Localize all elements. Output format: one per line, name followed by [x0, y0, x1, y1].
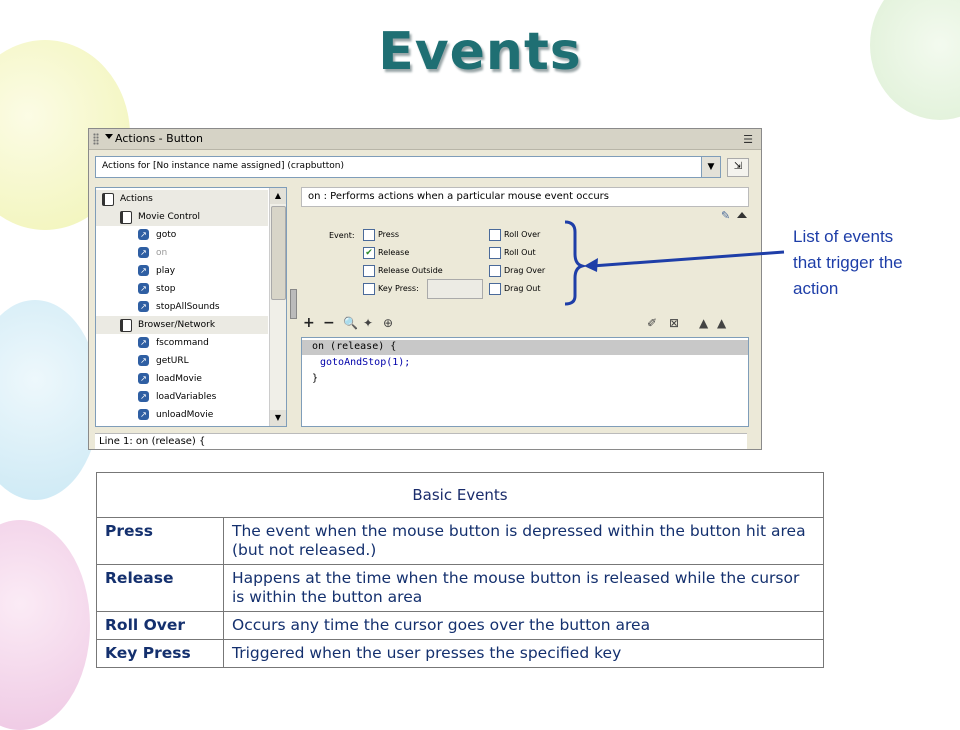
- event-checkbox-label: Key Press:: [378, 284, 419, 293]
- event-checkbox[interactable]: [489, 265, 609, 277]
- collapse-triangle-icon[interactable]: [105, 134, 113, 139]
- balloon-decoration-pink: [0, 520, 90, 730]
- toolbox-action[interactable]: [96, 370, 268, 388]
- pin-script-icon[interactable]: ⇲: [727, 158, 749, 177]
- toolbox-folder[interactable]: [96, 190, 268, 208]
- actions-panel: [88, 128, 762, 450]
- event-checkbox[interactable]: [363, 229, 483, 241]
- checkbox-icon[interactable]: [363, 229, 375, 241]
- event-description: The event when the mouse button is depressed within the button hit area (but not released.): [224, 518, 824, 565]
- action-arrow-icon: ↗: [138, 409, 149, 420]
- event-checkbox-label: Release: [378, 248, 410, 257]
- checkbox-checked-icon[interactable]: ✔: [363, 247, 375, 259]
- toolbox-action[interactable]: [96, 388, 268, 406]
- action-arrow-icon: ↗: [138, 373, 149, 384]
- toolbox-scrollbar[interactable]: [269, 188, 286, 426]
- toolbox-action[interactable]: [96, 334, 268, 352]
- toolbox-item-label: on: [156, 248, 168, 258]
- toolbox-item-label: getURL: [156, 356, 189, 366]
- toolbox-item-label: fscommand: [156, 338, 209, 348]
- action-arrow-icon: ↗: [138, 391, 149, 402]
- event-checkbox-label: Roll Over: [504, 230, 541, 239]
- target-select-value: Actions for [No instance name assigned] (crapbutton): [102, 161, 344, 171]
- grip-icon[interactable]: [93, 133, 99, 145]
- toolbox-folder[interactable]: [96, 316, 268, 334]
- code-line-2: gotoAndStop(1);: [320, 357, 411, 368]
- table-row: [97, 518, 824, 565]
- toolbox-folder[interactable]: [96, 208, 268, 226]
- actions-toolbox-list[interactable]: [95, 187, 287, 427]
- find-icon[interactable]: 🔍: [343, 316, 358, 330]
- event-checkbox[interactable]: [489, 283, 609, 295]
- toolbox-action[interactable]: [96, 244, 268, 262]
- basic-events-table: [96, 472, 824, 668]
- panel-title: Actions - Button: [115, 132, 203, 145]
- event-name: Release: [97, 565, 224, 612]
- event-description: Happens at the time when the mouse button is released while the cursor is within the button area: [224, 565, 824, 612]
- toolbox-action[interactable]: [96, 226, 268, 244]
- toolbox-item-label: play: [156, 266, 176, 276]
- event-checkbox-label: Roll Out: [504, 248, 536, 257]
- event-label: Event:: [329, 231, 355, 240]
- action-info-text: on : Performs actions when a particular mouse event occurs: [308, 191, 609, 202]
- view-options-icon[interactable]: ✎: [721, 209, 731, 222]
- book-icon: [120, 319, 132, 332]
- action-arrow-icon: ↗: [138, 265, 149, 276]
- toolbox-item-label: loadMovie: [156, 374, 202, 384]
- event-description: Triggered when the user presses the specified key: [224, 640, 824, 668]
- action-arrow-icon: ↗: [138, 301, 149, 312]
- action-arrow-icon: ↗: [138, 337, 149, 348]
- toolbox-action[interactable]: [96, 298, 268, 316]
- table-row: [97, 565, 824, 612]
- toolbox-item-label: unloadMovie: [156, 410, 214, 420]
- event-name: Roll Over: [97, 612, 224, 640]
- checkbox-icon[interactable]: [363, 283, 375, 295]
- scroll-down-icon[interactable]: ▼: [270, 410, 286, 426]
- checkbox-icon[interactable]: [489, 229, 501, 241]
- checkbox-icon[interactable]: [489, 247, 501, 259]
- toolbox-item-label: goto: [156, 230, 177, 240]
- toolbox-item-label: Actions: [120, 194, 153, 204]
- event-description: Occurs any time the cursor goes over the button area: [224, 612, 824, 640]
- script-toolbar: [301, 313, 747, 335]
- script-editor[interactable]: [301, 337, 749, 427]
- action-arrow-icon: ↗: [138, 247, 149, 258]
- toolbox-action[interactable]: [96, 406, 268, 424]
- book-icon: [102, 193, 114, 206]
- code-line-1: on (release) {: [312, 341, 397, 352]
- checkbox-icon[interactable]: [363, 265, 375, 277]
- collapse-params-icon[interactable]: [737, 212, 747, 218]
- remove-action-button[interactable]: −: [323, 315, 335, 331]
- event-checkbox[interactable]: [489, 247, 609, 259]
- checkbox-icon[interactable]: [489, 265, 501, 277]
- table-row: [97, 640, 824, 668]
- view-options-icon[interactable]: ⊠: [669, 316, 680, 330]
- event-checkbox-label: Drag Over: [504, 266, 546, 275]
- slide-title: Events: [378, 22, 582, 82]
- event-checkbox-label: Release Outside: [378, 266, 443, 275]
- action-arrow-icon: ↗: [138, 355, 149, 366]
- balloon-decoration-blue: [0, 300, 100, 500]
- book-icon: [120, 211, 132, 224]
- toolbox-item-label: Movie Control: [138, 212, 201, 222]
- status-text: Line 1: on (release) {: [99, 436, 206, 447]
- toolbox-item-label: Browser/Network: [138, 320, 216, 330]
- chevron-down-icon[interactable]: ▼: [701, 157, 720, 177]
- event-checkbox[interactable]: [363, 265, 483, 277]
- event-checkbox-label: Press: [378, 230, 400, 239]
- action-info-bar: [301, 187, 749, 207]
- panel-titlebar[interactable]: [89, 129, 761, 150]
- event-checkbox[interactable]: [363, 247, 483, 259]
- table-row: [97, 612, 824, 640]
- toolbox-item-label: loadVariables: [156, 392, 217, 402]
- pane-splitter[interactable]: [290, 289, 297, 319]
- toolbox-action[interactable]: [96, 352, 268, 370]
- action-arrow-icon: ↗: [138, 229, 149, 240]
- code-line-3: }: [312, 373, 319, 384]
- event-checkbox-label: Drag Out: [504, 284, 541, 293]
- target-path-icon[interactable]: ⊕: [383, 316, 394, 330]
- action-arrow-icon: ↗: [138, 283, 149, 294]
- debug-options-icon[interactable]: ✐: [647, 316, 658, 330]
- panel-options-menu-icon[interactable]: ☰: [743, 133, 753, 146]
- toolbox-action[interactable]: [96, 262, 268, 280]
- scroll-up-icon[interactable]: ▲: [270, 188, 286, 204]
- scroll-thumb[interactable]: [271, 206, 286, 300]
- event-name: Key Press: [97, 640, 224, 668]
- checkbox-icon[interactable]: [489, 283, 501, 295]
- toolbox-item-label: stopAllSounds: [156, 302, 220, 312]
- event-checkbox[interactable]: [489, 229, 609, 241]
- add-action-button[interactable]: +: [303, 315, 315, 331]
- move-down-icon[interactable]: ▲: [717, 316, 727, 330]
- event-parameters: [301, 207, 747, 307]
- status-bar: [95, 433, 747, 450]
- key-press-input[interactable]: [427, 279, 483, 299]
- annotation-text: List of events that trigger the action: [793, 227, 903, 298]
- toolbox-action[interactable]: [96, 280, 268, 298]
- target-select[interactable]: [95, 156, 721, 178]
- table-caption: Basic Events: [97, 473, 824, 518]
- replace-icon[interactable]: ✦: [363, 316, 374, 330]
- toolbox-item-label: stop: [156, 284, 176, 294]
- move-up-icon[interactable]: ▲: [699, 316, 709, 330]
- event-name: Press: [97, 518, 224, 565]
